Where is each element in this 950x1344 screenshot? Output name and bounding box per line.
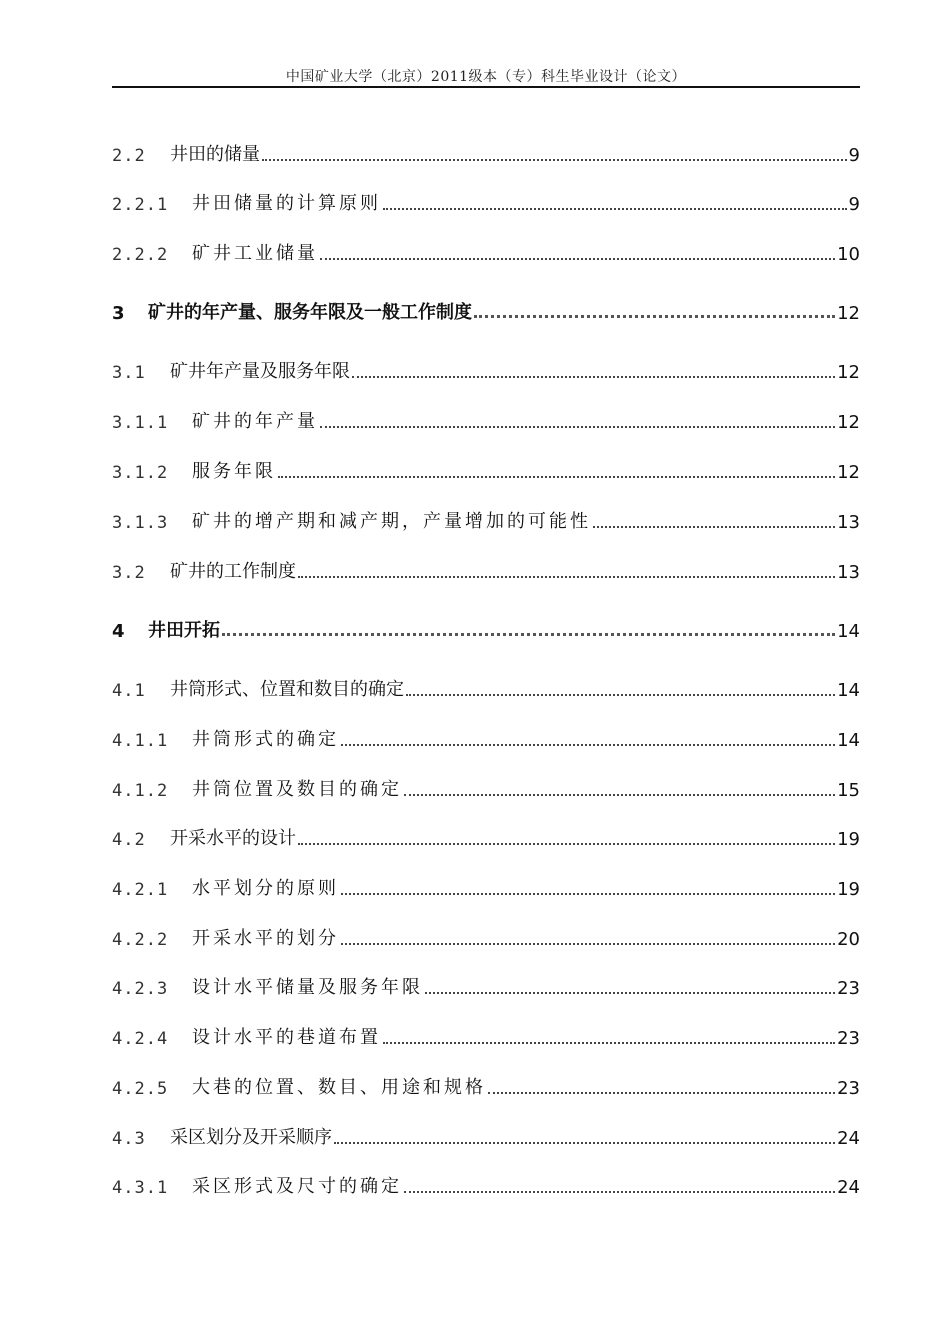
toc-title: 大巷的位置、数目、用途和规格 — [192, 1077, 486, 1098]
toc-number: 4.1.2 — [112, 781, 169, 801]
toc-title: 开采水平的划分 — [192, 928, 339, 949]
toc-number: 4.2.3 — [112, 979, 169, 999]
toc-title: 矿井的工作制度 — [170, 561, 296, 582]
toc-number: 4.2.5 — [112, 1079, 169, 1099]
dot-leader — [404, 1191, 835, 1193]
toc-number: 2.2.2 — [112, 245, 169, 265]
toc-entry[interactable] — [112, 505, 860, 533]
toc-number: 3.2 — [112, 563, 146, 583]
toc-entry[interactable] — [112, 922, 860, 950]
toc-page-number: 20 — [837, 929, 860, 950]
header-rule — [112, 86, 860, 88]
toc-title: 矿井的增产期和减产期，产量增加的可能性 — [192, 511, 591, 532]
toc-number: 3 — [112, 303, 126, 324]
toc-number: 2.2 — [112, 146, 146, 166]
dot-leader — [298, 843, 835, 845]
toc-page-number: 19 — [837, 879, 860, 900]
toc-entry[interactable] — [112, 872, 860, 900]
toc-page-number: 23 — [837, 1028, 860, 1049]
dot-leader — [474, 315, 835, 318]
toc-number: 4.2 — [112, 830, 146, 850]
toc-number: 4.1 — [112, 681, 146, 701]
toc-page-number: 19 — [837, 829, 860, 850]
toc-title: 矿井年产量及服务年限 — [170, 361, 350, 382]
toc-page-number: 24 — [837, 1128, 860, 1149]
toc-title: 设计水平的巷道布置 — [192, 1027, 381, 1048]
toc-title: 井筒位置及数目的确定 — [192, 779, 402, 800]
toc-entry[interactable] — [112, 1071, 860, 1099]
dot-leader — [383, 1042, 835, 1044]
toc-page-number: 15 — [837, 780, 860, 801]
toc-entry[interactable] — [112, 138, 860, 166]
toc-title: 矿井的年产量 — [192, 411, 318, 432]
dot-leader — [341, 893, 835, 895]
toc-page-number: 23 — [837, 978, 860, 999]
toc-entry[interactable] — [112, 673, 860, 701]
toc-number: 3.1.3 — [112, 513, 169, 533]
toc-entry[interactable] — [112, 405, 860, 433]
dot-leader — [383, 208, 847, 210]
toc-title: 采区划分及开采顺序 — [170, 1127, 332, 1148]
toc-page-number: 12 — [837, 362, 860, 383]
dot-leader — [334, 1142, 835, 1144]
toc-page-number: 14 — [837, 621, 860, 642]
toc-entry[interactable] — [112, 555, 860, 583]
toc-title: 采区形式及尺寸的确定 — [192, 1176, 402, 1197]
dot-leader — [341, 744, 835, 746]
toc-entry[interactable] — [112, 822, 860, 850]
toc-number: 4.2.2 — [112, 930, 169, 950]
dot-leader — [404, 794, 835, 796]
toc-page-number: 14 — [837, 730, 860, 751]
toc-page-number: 23 — [837, 1078, 860, 1099]
dot-leader — [425, 992, 835, 994]
dot-leader — [278, 476, 835, 478]
toc-title: 水平划分的原则 — [192, 878, 339, 899]
toc-number: 2.2.1 — [112, 195, 169, 215]
dot-leader — [488, 1092, 835, 1094]
toc-entry[interactable] — [112, 355, 860, 383]
dot-leader — [262, 159, 847, 161]
toc-number: 4.2.1 — [112, 880, 169, 900]
toc-entry[interactable] — [112, 455, 860, 483]
toc-entry[interactable] — [112, 1121, 860, 1149]
toc-entry[interactable] — [112, 1021, 860, 1049]
toc-title: 井田开拓 — [148, 620, 220, 641]
dot-leader — [406, 694, 835, 696]
dot-leader — [320, 426, 835, 428]
toc-page-number: 9 — [848, 194, 860, 215]
toc-number: 4.2.4 — [112, 1029, 169, 1049]
toc-title: 井筒形式、位置和数目的确定 — [170, 679, 404, 700]
dot-leader — [320, 258, 835, 260]
toc-page-number: 12 — [837, 462, 860, 483]
toc-entry[interactable] — [112, 237, 860, 265]
toc-entry[interactable] — [112, 187, 860, 215]
toc-entry[interactable] — [112, 971, 860, 999]
toc-page-number: 13 — [837, 512, 860, 533]
toc-title: 井田储量的计算原则 — [192, 193, 381, 214]
toc-title: 服务年限 — [192, 461, 276, 482]
toc-number: 4.3.1 — [112, 1178, 169, 1198]
toc-page-number: 12 — [837, 303, 860, 324]
toc-title: 开采水平的设计 — [170, 828, 296, 849]
toc-number: 4.1.1 — [112, 731, 169, 751]
toc-number: 3.1.2 — [112, 463, 169, 483]
toc-entry[interactable] — [112, 614, 860, 642]
toc-number: 4 — [112, 621, 126, 642]
page-header: 中国矿业大学（北京）2011级本（专）科生毕业设计（论文） — [285, 69, 687, 85]
toc-title: 井田的储量 — [170, 144, 260, 165]
dot-leader — [352, 376, 835, 378]
dot-leader — [593, 526, 835, 528]
toc-entry[interactable] — [112, 1170, 860, 1198]
toc-entry[interactable] — [112, 773, 860, 801]
dot-leader — [298, 576, 835, 578]
toc-number: 3.1.1 — [112, 413, 169, 433]
dot-leader — [222, 633, 835, 636]
toc-number: 3.1 — [112, 363, 146, 383]
toc-title: 设计水平储量及服务年限 — [192, 977, 423, 998]
toc-page-number: 13 — [837, 562, 860, 583]
toc-title: 矿井工业储量 — [192, 243, 318, 264]
toc-page-number: 10 — [837, 244, 860, 265]
toc-entry[interactable] — [112, 296, 860, 324]
toc-title: 井筒形式的确定 — [192, 729, 339, 750]
toc-page-number: 24 — [837, 1177, 860, 1198]
toc-page-number: 14 — [837, 680, 860, 701]
toc-title: 矿井的年产量、服务年限及一般工作制度 — [148, 302, 472, 323]
toc-entry[interactable] — [112, 723, 860, 751]
dot-leader — [341, 943, 835, 945]
toc-page-number: 12 — [837, 412, 860, 433]
toc-page-number: 9 — [848, 145, 860, 166]
toc-number: 4.3 — [112, 1129, 146, 1149]
